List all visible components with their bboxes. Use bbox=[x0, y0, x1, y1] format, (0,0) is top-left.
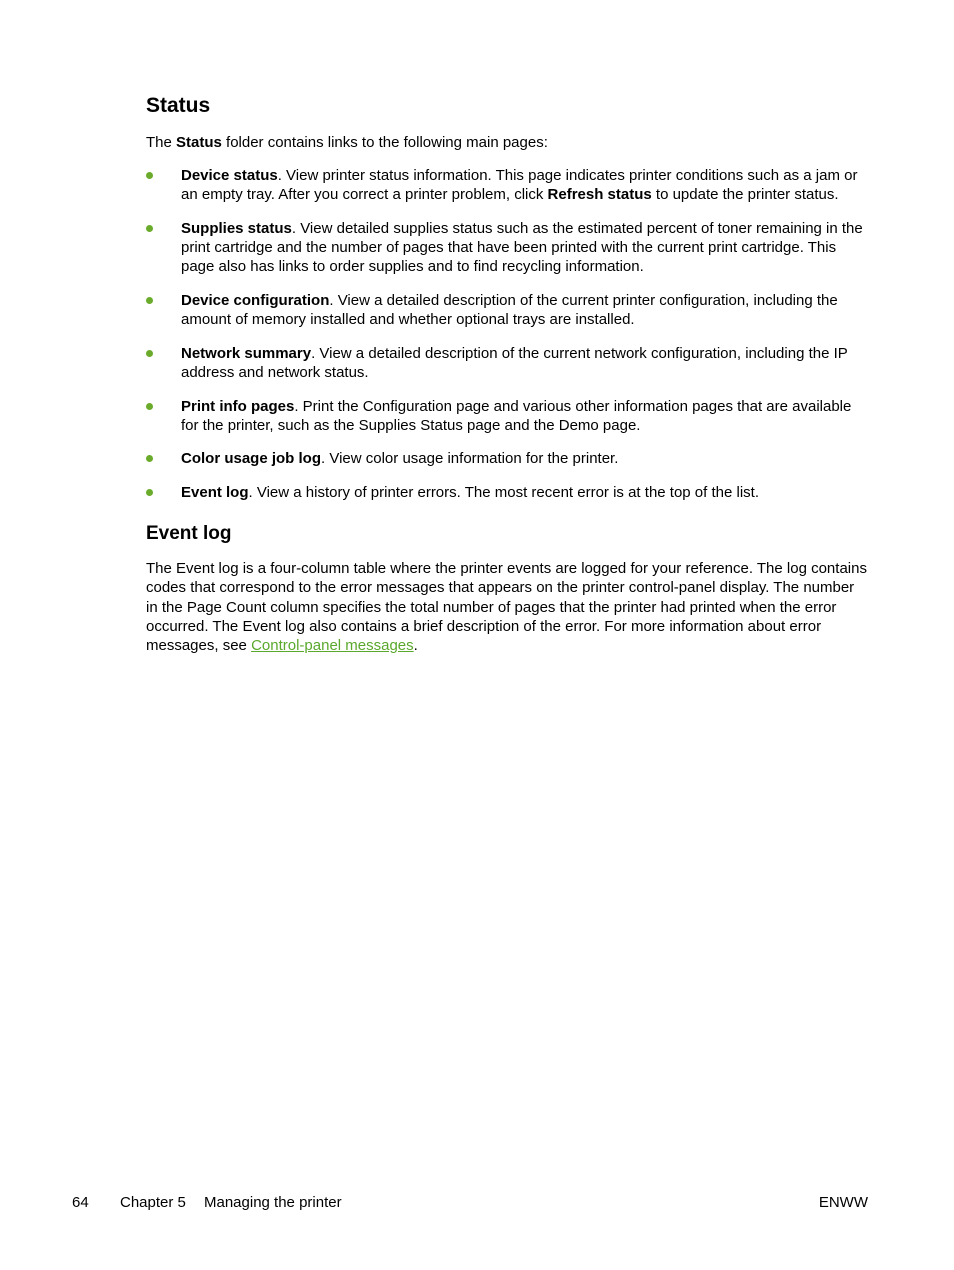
item-text: . View color usage information for the printer. bbox=[321, 450, 619, 468]
item-term: Event log bbox=[181, 483, 249, 501]
item-term: Color usage job log bbox=[181, 450, 322, 468]
bullet-icon bbox=[146, 350, 153, 357]
item-text: . View a history of printer errors. The most recent error is at the top of the list. bbox=[248, 483, 760, 501]
event-log-paragraph bbox=[146, 559, 868, 655]
chapter-title: Managing the printer bbox=[204, 1194, 342, 1211]
status-pages-list bbox=[146, 166, 868, 502]
item-term: Network summary bbox=[181, 344, 312, 362]
item-term: Supplies status bbox=[181, 220, 292, 237]
list-item-network-summary bbox=[146, 344, 868, 382]
item-text: . View printer status information. This page indicates printer conditions such as a jam or an empty tray. After you correct a printer problem, click bbox=[181, 167, 858, 204]
bullet-icon bbox=[146, 172, 153, 179]
item-term: Device status bbox=[181, 167, 278, 185]
item-text: . View a detailed description of the current printer configuration, including the amount of memory installed and whether optional trays are installed. bbox=[181, 292, 838, 329]
bullet-icon bbox=[146, 297, 153, 304]
item-text: . View a detailed description of the current network configuration, including the IP address and network status. bbox=[181, 344, 848, 381]
list-item-device-configuration bbox=[146, 291, 868, 329]
intro-bold-status: Status bbox=[176, 134, 222, 151]
list-item-print-info-pages bbox=[146, 397, 868, 435]
item-text: . View detailed supplies status such as the estimated percent of toner remaining in the print cartridge and the number of pages that have been printed with the current print cartridge. This page also has links to order supplies and to find recycling information. bbox=[181, 220, 863, 276]
control-panel-messages-link[interactable]: Control-panel messages bbox=[251, 637, 414, 654]
item-term: Device configuration bbox=[181, 292, 330, 309]
bullet-icon bbox=[146, 489, 153, 496]
status-intro bbox=[146, 133, 868, 152]
list-item-supplies-status bbox=[146, 219, 868, 277]
list-item-event-log bbox=[146, 483, 868, 502]
footer-enww: ENWW bbox=[818, 1194, 868, 1211]
list-item-device-status bbox=[146, 166, 868, 204]
item-bold-refresh-status: Refresh status bbox=[547, 186, 652, 204]
page-content bbox=[146, 93, 868, 655]
chapter-label: Chapter 5 bbox=[120, 1194, 186, 1211]
bullet-icon bbox=[146, 403, 153, 410]
intro-suffix: folder contains links to the following main pages: bbox=[221, 134, 548, 151]
page-number: 64 bbox=[72, 1194, 89, 1211]
event-log-body: The Event log is a four-column table where the printer events are logged for your reference. The log contains codes that correspond to the error messages that appears on the printer control-panel display. The number in the Page Count column specifies the total number of pages that the printer had printed when the error occurred. The Event log also contains a brief description of the error. For more information about error messages, see bbox=[146, 560, 867, 654]
event-log-heading: Event log bbox=[146, 523, 232, 545]
item-text: . Print the Configuration page and various other information pages that are available for the printer, such as the Supplies Status page and the Demo page. bbox=[181, 397, 852, 434]
event-log-end: . bbox=[413, 637, 418, 654]
bullet-icon bbox=[146, 455, 153, 462]
status-heading: Status bbox=[146, 94, 211, 117]
intro-prefix: The bbox=[146, 134, 177, 151]
bullet-icon bbox=[146, 225, 153, 232]
list-item-color-usage-job-log bbox=[146, 449, 868, 468]
item-term: Print info pages bbox=[181, 397, 295, 415]
item-text-end: to update the printer status. bbox=[651, 186, 839, 204]
